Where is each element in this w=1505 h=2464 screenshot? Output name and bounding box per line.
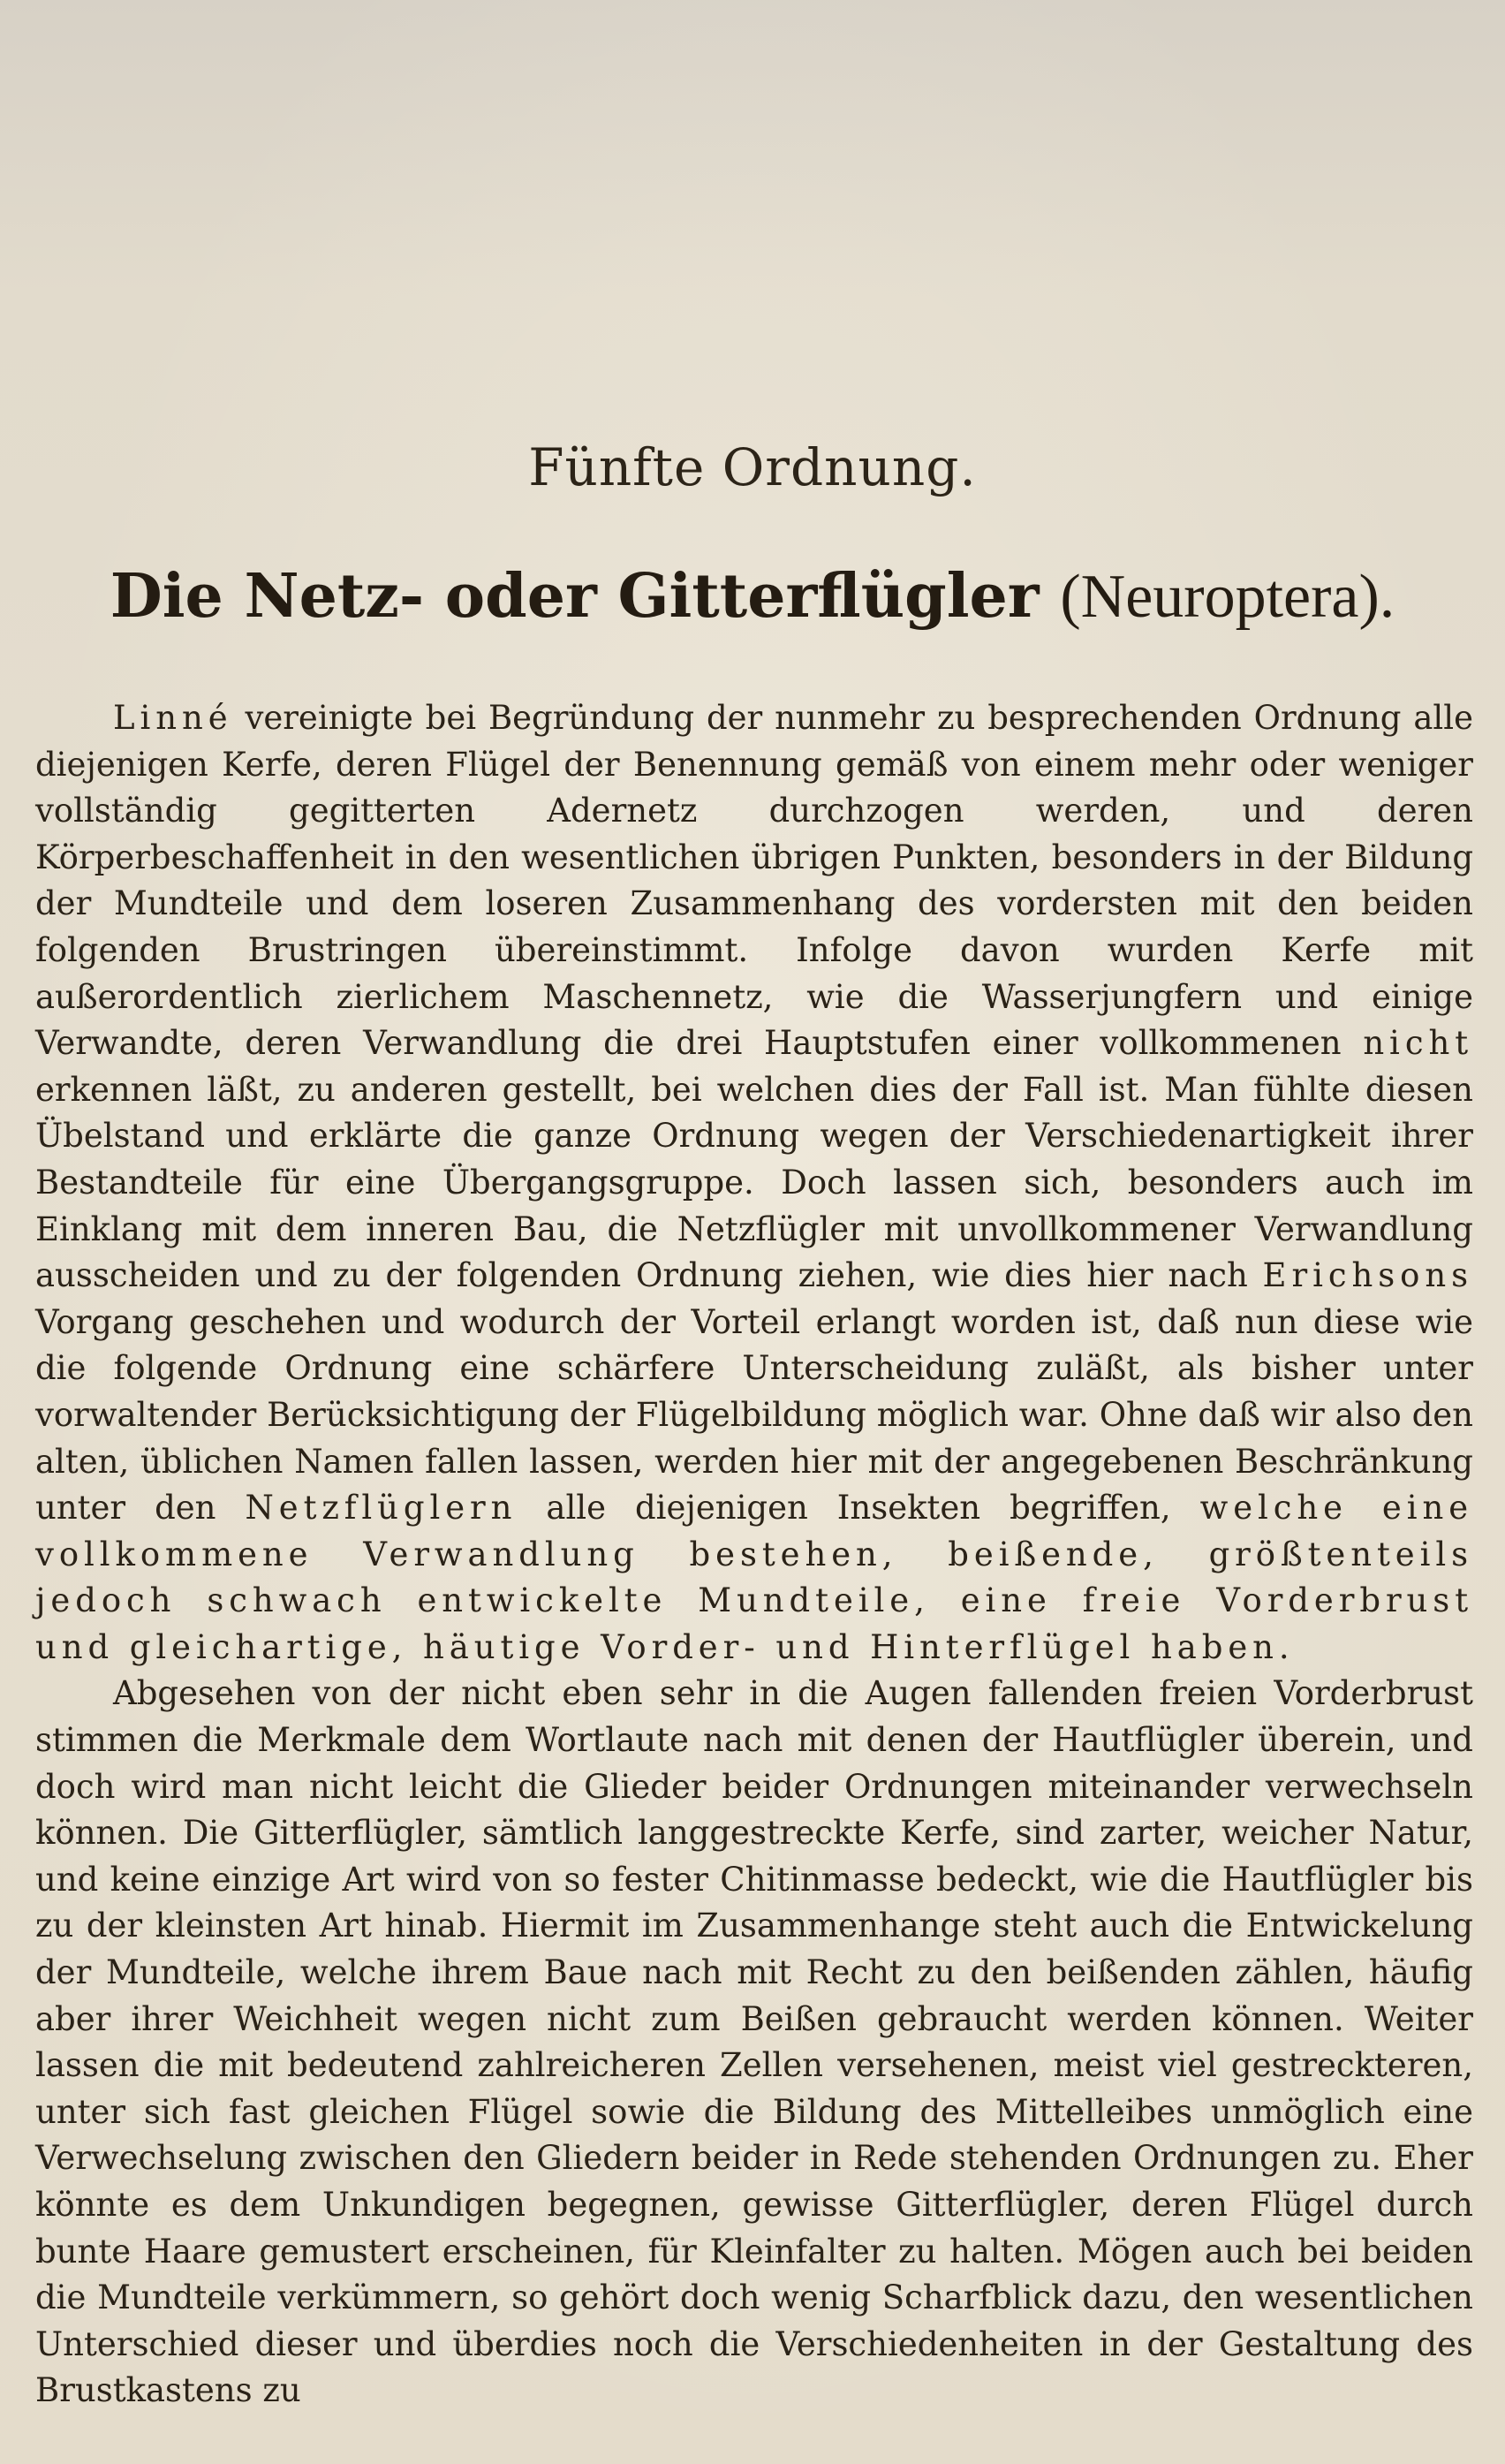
paragraph-1-part-1: vereinigte bei Begründung der nunmehr zu besprechenden Ordnung alle diejenigen Kerfe, deren Flügel der Benennung gemäß von einem mehr oder weniger vollständig gegitterten Adernetz durchzogen werden, und deren Körperbeschaffenheit in den wesentlichen übrigen Punkten, besonders in der Bildung der Mundteile und dem loseren Zusammenhang des vordersten mit den beiden folgenden Brustringen übereinstimmt. Infolge davon wurden Kerfe mit außerordentlich zierlichem Maschennetz, wie die Wasserjungfern und einige Verwandte, deren Verwandlung die drei Hauptstufen einer vollkommenen	[35, 699, 1473, 1063]
title-german: Die Netz- oder Gitterflügler	[110, 561, 1040, 632]
chapter-heading: Fünfte Ordnung.	[528, 437, 977, 497]
body-text	[35, 695, 1473, 2415]
name-erichson: Erichsons	[1262, 1256, 1473, 1295]
paragraph-1	[35, 695, 1473, 1671]
definition-emphasis: welche eine vollkommene Verwandlung bestehen, beißende, größtenteils jedoch schwach entwickelte Mundteile, eine freie Vorderbrust und gleichartige, häutige Vorder- und Hinterflügel haben.	[35, 1489, 1474, 1666]
section-title	[0, 561, 1505, 633]
paragraph-2: Abgesehen von der nicht eben sehr in die Augen fallenden freien Vorderbrust stimmen die Merkmale dem Wortlaute nach mit denen der Hautflügler überein, und doch wird man nicht leicht die Glieder beider Ordnungen miteinander verwechseln können. Die Gitterflügler, sämtlich langgestreckte Kerfe, sind zarter, weicher Natur, und keine einzige Art wird von so fester Chitinmasse bedeckt, wie die Hautflügler bis zu der kleinsten Art hinab. Hiermit im Zusammenhange steht auch die Entwickelung der Mundteile, welche ihrem Baue nach mit Recht zu den beißenden zählen, häufig aber ihrer Weichheit wegen nicht zum Beißen gebraucht werden können. Weiter lassen die mit bedeutend zahlreicheren Zellen versehenen, meist viel gestreckteren, unter sich fast gleichen Flügel sowie die Bildung des Mittelleibes unmöglich eine Verwechselung zwischen den Gliedern beider in Rede stehenden Ordnungen zu. Eher könnte es dem Unkundigen begegnen, gewisse Gitterflügler, deren Flügel durch bunte Haare gemustert erscheinen, für Kleinfalter zu halten. Mögen auch bei beiden die Mundteile verkümmern, so gehört doch wenig Scharfblick dazu, den wesentlichen Unterschied dieser und überdies noch die Verschiedenheiten in der Gestaltung des Brustkastens zu	[35, 1674, 1473, 2410]
paragraph-1-part-4: alle diejenigen Insekten begriffen,	[517, 1489, 1200, 1528]
name-linne: Linné	[113, 699, 233, 737]
emphasis-netzfluegler: Netzflüglern	[245, 1489, 518, 1528]
title-latin: (Neuroptera).	[1060, 563, 1395, 631]
emphasis-nicht: nicht	[1363, 1024, 1473, 1063]
paragraph-1-part-2: erkennen läßt, zu anderen gestellt, bei welchen dies der Fall ist. Man fühlte diesen Übelstand und erklärte die ganze Ordnung wegen der Verschiedenartigkeit ihrer Bestandteile für eine Übergangsgruppe. Doch lassen sich, besonders auch im Einklang mit dem inneren Bau, die Netzflügler mit unvollkommener Verwandlung ausscheiden und zu der folgenden Ordnung ziehen, wie dies hier nach	[35, 1070, 1473, 1295]
paragraph-1-part-3: Vorgang geschehen und wodurch der Vorteil erlangt worden ist, daß nun diese wie die folgende Ordnung eine schärfere Unterscheidung zuläßt, als bisher unter vorwaltender Berücksichtigung der Flügelbildung möglich war. Ohne daß wir also den alten, üblichen Namen fallen lassen, werden hier mit der angegebenen Beschränkung unter den	[35, 1302, 1473, 1528]
